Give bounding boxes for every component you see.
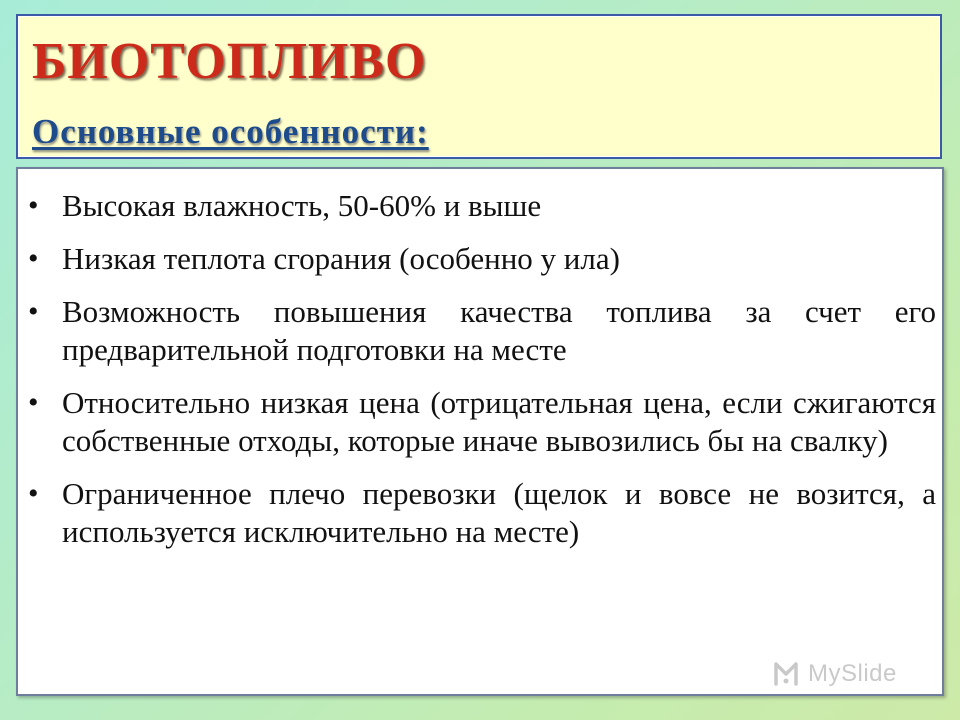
bullet-text: Низкая теплота сгорания (особенно у ила) — [62, 241, 620, 276]
bullet-text: Относительно низкая цена (отрицательная цена, если сжигаются собственные отходы, которые иначе вывозились бы на свалку) — [62, 385, 936, 458]
content-box — [16, 167, 944, 696]
title-box — [16, 14, 942, 159]
bullet-dot-icon: • — [28, 477, 39, 510]
bullet-list — [26, 187, 936, 566]
bullet-text: Ограниченное плечо перевозки (щелок и вовсе не возится, а используется исключительно на месте) — [62, 476, 936, 549]
bullet-item — [26, 475, 936, 551]
bullet-dot-icon: • — [28, 242, 39, 275]
slide-title: БИОТОПЛИВО — [32, 33, 427, 90]
bullet-item — [26, 187, 936, 225]
slide-subtitle: Основные особенности: — [32, 112, 429, 151]
bullet-dot-icon: • — [28, 386, 39, 419]
myslide-logo-icon — [770, 658, 802, 690]
bullet-item — [26, 240, 936, 278]
bullet-text: Возможность повышения качества топлива за счет его предварительной подготовки на месте — [62, 294, 936, 367]
watermark-text: MySlide — [808, 660, 897, 687]
bullet-text: Высокая влажность, 50-60% и выше — [62, 188, 542, 223]
bullet-dot-icon: • — [28, 295, 39, 328]
bullet-item — [26, 293, 936, 369]
bullet-item — [26, 384, 936, 460]
myslide-watermark — [770, 656, 897, 692]
bullet-dot-icon: • — [28, 189, 39, 222]
